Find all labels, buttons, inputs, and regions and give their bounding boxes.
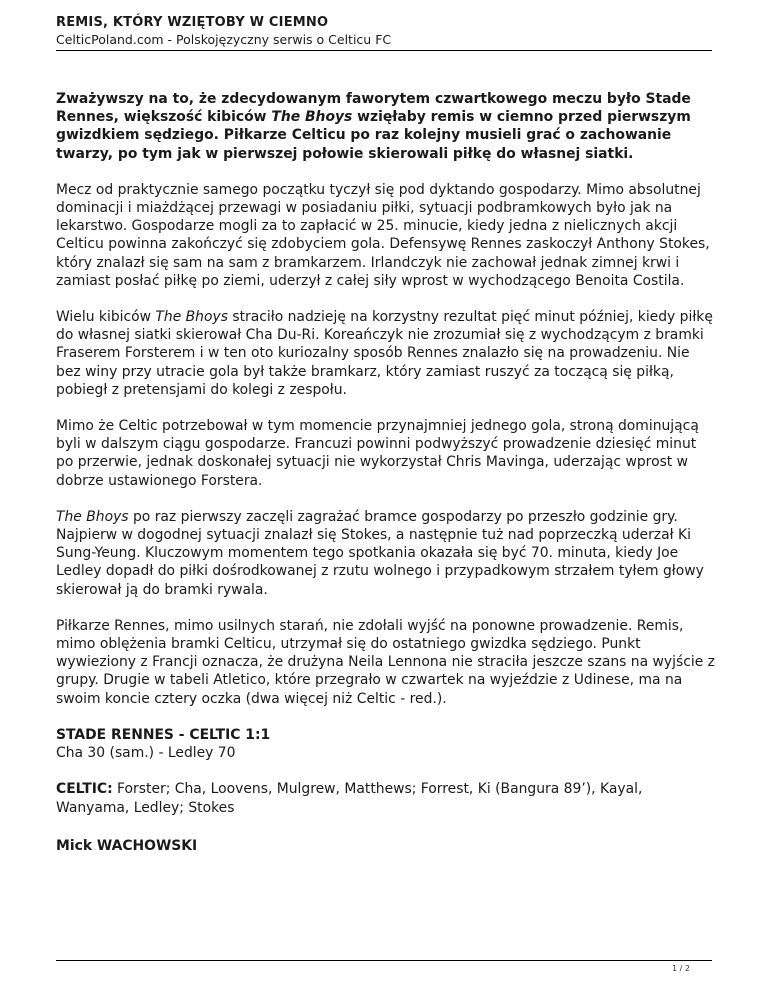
page-number: 1 / 2 [672,964,690,973]
lead-text-end: wzięłaby remis w ciemno przed pierwszym gwizdkiem sędziego. Piłkarze Celticu po raz kolejny musieli grać o zachowanie twarzy, po tym jak w pierwszej połowie skierowali piłkę do własnej siatki. [56,109,691,162]
paragraph-2-prefix: Wielu kibiców [56,309,156,326]
lead-text-start: Zważywszy na to, że zdecydowanym faworytem czwartkowego meczu było Stade Rennes, większość kibiców [56,91,691,126]
article-lead [56,90,716,163]
lineup-players: Forster; Cha, Loovens, Mulgrew, Matthews; Forrest, Ki (Bangura 89’), Kayal, Wanyama, Ledley; Stokes [56,781,643,816]
result-heading: STADE RENNES - CELTIC 1:1 [56,726,271,743]
paragraph-2 [56,308,716,399]
header-divider [56,50,712,51]
paragraph-3: Mimo że Celtic potrzebował w tym momencie przynajmniej jednego gola, stroną dominującą byli w dalszym ciągu gospodarze. Francuzi powinni podwyższyć prowadzenie dziesięć minut po przerwie, jednak doskonałej sytuacji nie wykorzystał Chris Mavinga, uderzając wprost w dobrze ustawionego Forstera. [56,418,699,489]
lineup-label: CELTIC: [56,781,113,798]
article-body [56,90,716,855]
paragraph-4-text: po raz pierwszy zaczęli zagrażać bramce gospodarzy po przeszło godzinie gry. Najpierw w dogodnej sytuacji znalazł się Stokes, a następnie tuż nad poprzeczką uderzał Ki Sung-Yeung. Kluczowym momentem tego spotkania okazała się być 70. minuta, kiedy Joe Ledley dopadł do piłki dośrodkowanej z rzutu wolnego i przypadkowym strzałem tyłem głowy skierował ją do bramki rywala. [56,508,704,598]
author-name: Mick WACHOWSKI [56,837,198,854]
celtic-lineup [56,780,716,816]
paragraph-2-text: straciło nadzieję na korzystny rezultat pięć minut później, kiedy piłkę do własnej siatki skierował Cha Du-Ri. Koreańczyk nie zrozumiał się z wychodzącym z bramki Fraserem Forsterem i w ten oto kuriozalny sposób Rennes znalazło się na prowadzeniu. Nie bez winy przy utracie gola był także bramkarz, który zamiast ruszyć za toczącą się piłką, pobiegł z pretensjami do kolegi z zespołu. [56,309,713,398]
paragraph-4 [56,508,716,599]
paragraph-1: Mecz od praktycznie samego początku tyczył się pod dyktando gospodarzy. Mimo absolutnej dominacji i miażdżącej przewagi w posiadaniu piłki, sytuacji podbramkowych było jak na lekarstwo. Gospodarze mogli za to zapłacić w 25. minucie, kiedy jedna z nielicznych akcji Celticu powinna zakończyć się zdobyciem gola. Defensywę Rennes zaskoczył Anthony Stokes, który znalazł się sam na sam z bramkarzem. Irlandczyk nie zachował jednak zimnej krwi i zamiast posłać piłkę po ziemi, uderzył z całej siły wprost w wychodzącego Benoita Costila. [56,181,710,289]
result-scorers: Cha 30 (sam.) - Ledley 70 [56,745,236,762]
match-result [56,726,716,762]
paragraph-5: Piłkarze Rennes, mimo usilnych starań, nie zdołali wyjść na ponowne prowadzenie. Remis, mimo oblężenia bramki Celticu, utrzymał się do ostatniego gwizdka sędziego. Punkt wywieziony z Francji oznacza, że drużyna Neila Lennona nie straciła jeszcze szans na wyjście z grupy. Drugie w tabeli Atletico, które przegrało w czwartek na wyjeździe z Udinese, ma na swoim koncie cztery oczka (dwa więcej niż Celtic - red.). [56,617,715,707]
article-title: REMIS, KTÓRY WZIĘTOBY W CIEMNO [56,15,329,30]
site-subtitle: CelticPoland.com - Polskojęzyczny serwis o Celticu FC [56,32,392,47]
lead-italic-team: The Bhoys [271,109,353,126]
document-header [56,14,712,48]
paragraph-4-italic-team: The Bhoys [56,508,129,525]
paragraph-2-italic-team: The Bhoys [155,309,228,326]
footer-divider [56,960,712,961]
